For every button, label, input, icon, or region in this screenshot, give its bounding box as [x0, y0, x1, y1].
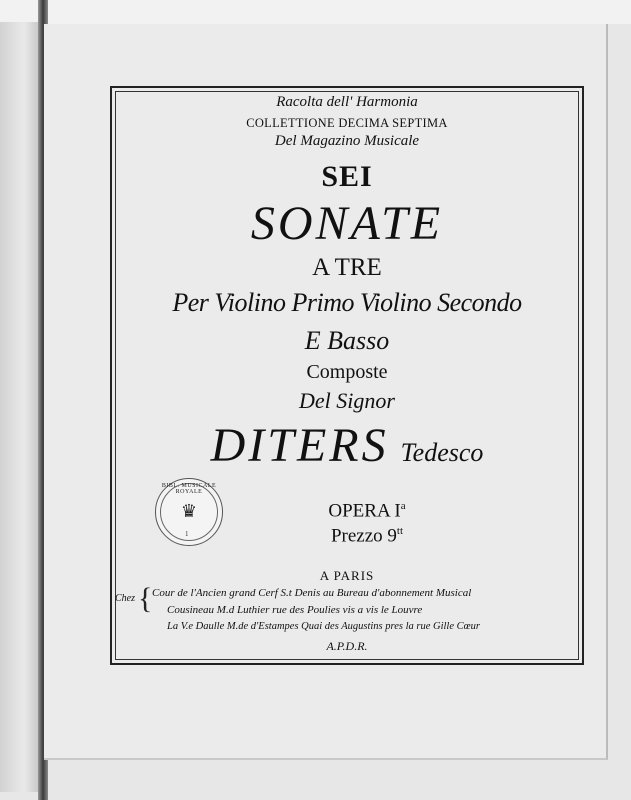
chez-label: Chez [115, 593, 135, 604]
price: Prezzo 9 [330, 525, 397, 547]
a-tre-heading: A TRE [312, 254, 382, 281]
basso-line: E Basso [304, 326, 390, 355]
composer-name: DITERS [210, 419, 389, 472]
top-margin [0, 0, 631, 24]
brace-mark: { [138, 582, 153, 615]
address-line-3: La V.e Daulle M.de d'Estampes Quai des Augustins pres la rue Gille Cœur [167, 621, 480, 632]
library-stamp [155, 478, 223, 546]
title-page [44, 24, 608, 760]
address-line-2: Cousineau M.d Luthier rue des Poulies vis a vis le Louvre [167, 604, 423, 616]
crown-icon: ♛ [180, 501, 198, 521]
instruments-line: Per Violino Primo Violino Secondo [172, 288, 522, 317]
opera-number: OPERA I [328, 500, 401, 522]
series-title: COLLETTIONE DECIMA SEPTIMA [246, 116, 448, 130]
price-superscript: tt [396, 525, 404, 537]
a-paris-line: A PARIS [319, 568, 375, 583]
sonate-heading: SONATE [250, 197, 444, 250]
composer-nationality: Tedesco [400, 438, 484, 467]
magazine-title: Del Magazino Musicale [274, 133, 420, 149]
privilege-line: A.P.D.R. [326, 639, 368, 653]
collection-title: Racolta dell' Harmonia [276, 94, 418, 110]
opera-superscript: a [400, 500, 406, 512]
address-line-1: Cour de l'Ancien grand Cerf S.t Denis au Bureau d'abonnement Musical [152, 587, 472, 599]
composer-line [112, 418, 582, 473]
composte-line: Composte [306, 361, 388, 383]
del-signor-line: Del Signor [299, 388, 395, 413]
folio-number: 1 [185, 530, 189, 538]
stamp-text: BIBL. MUSICALE ROYALE [161, 483, 217, 495]
sei-heading: SEI [321, 160, 373, 193]
decorative-frame [110, 86, 584, 665]
